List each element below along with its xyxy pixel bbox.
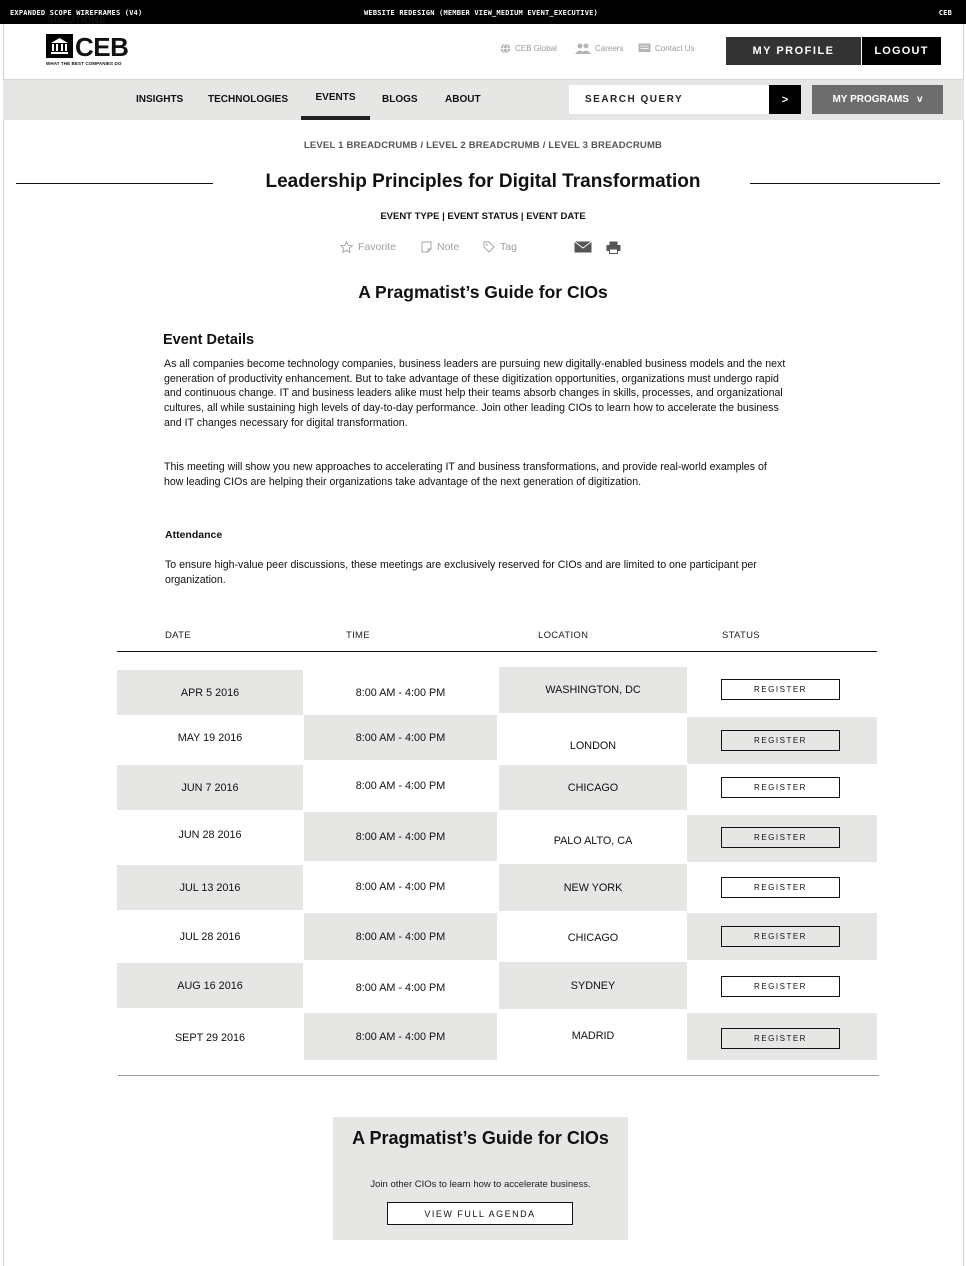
table-row-location: CHICAGO	[567, 931, 619, 944]
ceb-global-label: CEB Global	[515, 44, 557, 53]
print-icon	[606, 241, 621, 254]
table-row-location: NEW YORK	[499, 864, 687, 911]
wireframe-brand: CEB	[938, 9, 952, 17]
nav-insights[interactable]: INSIGHTS	[136, 94, 184, 105]
logo-wordmark: CEB	[75, 32, 129, 62]
chevron-down-icon: v	[916, 94, 923, 105]
event-description-2: This meeting will show you new approaches to accelerating IT and business transformations, and provide real-world examples of how leading CIOs are helping their organizations take advantage of the next generation of digitization.	[164, 461, 767, 488]
table-row-location: SYDNEY	[499, 962, 687, 1009]
tag-action[interactable]	[483, 241, 517, 253]
table-row-date: JUN 28 2016	[178, 828, 242, 841]
event-details-heading: Event Details	[163, 332, 255, 348]
table-row-date: MAY 19 2016	[177, 731, 243, 744]
favorite-action[interactable]	[340, 241, 396, 253]
table-row-time: 8:00 AM - 4:00 PM	[304, 913, 497, 960]
note-action[interactable]	[421, 241, 459, 253]
logo-tagline: WHAT THE BEST COMPANIES DO	[46, 61, 122, 66]
event-subtitle: A Pragmatist’s Guide for CIOs	[358, 282, 608, 302]
contact-us-link[interactable]	[638, 43, 695, 54]
event-description-1: As all companies become technology companies, business leaders are pursuing new digitally-enabled business models and the next generation of productivity enhancement. But to take advantage of these digitization opportunities, organizations must undergo rapid and continuous change. IT and business leaders alike must help their teams absorb changes in skills, processes, and organizational cultures, all while sustaining high levels of day-to-day performance. Join other leading CIOs to learn how to accelerate the business and IT changes necessary for digital transformation.	[164, 358, 786, 429]
register-button[interactable]: REGISTER	[721, 926, 840, 947]
table-row-date: APR 5 2016	[117, 670, 303, 715]
contact-us-label: Contact Us	[655, 44, 695, 53]
column-header-location: LOCATION	[538, 630, 589, 641]
table-row-date: SEPT 29 2016	[174, 1031, 246, 1044]
print-action[interactable]	[606, 241, 626, 254]
table-row-location: PALO ALTO, CA	[553, 834, 633, 847]
register-button[interactable]: REGISTER	[721, 777, 840, 798]
favorite-label: Favorite	[358, 241, 396, 253]
view-full-agenda-button[interactable]: VIEW FULL AGENDA	[387, 1202, 573, 1225]
event-meta: EVENT TYPE | EVENT STATUS | EVENT DATE	[380, 211, 586, 222]
attendance-heading: Attendance	[165, 529, 223, 541]
register-button[interactable]: REGISTER	[721, 1028, 840, 1049]
table-row-time: 8:00 AM - 4:00 PM	[304, 1013, 497, 1060]
column-header-date: DATE	[165, 630, 191, 641]
table-row-time: 8:00 AM - 4:00 PM	[304, 812, 497, 861]
chat-icon	[638, 43, 651, 54]
email-icon	[574, 241, 592, 253]
note-icon	[421, 241, 432, 253]
table-row-time: 8:00 AM - 4:00 PM	[355, 779, 446, 792]
my-programs-dropdown[interactable]	[812, 85, 943, 114]
table-bottom-rule	[118, 1075, 879, 1076]
star-icon	[340, 241, 353, 253]
careers-link[interactable]	[575, 43, 623, 54]
register-button[interactable]: REGISTER	[721, 827, 840, 848]
tag-icon	[483, 241, 495, 253]
my-profile-button[interactable]: MY PROFILE	[726, 37, 861, 65]
register-button[interactable]: REGISTER	[721, 730, 840, 751]
nav-solutions[interactable]: SOLUTIONS	[47, 15, 106, 26]
careers-label: Careers	[595, 44, 624, 53]
table-row-location: LONDON	[569, 739, 617, 752]
nav-about[interactable]: ABOUT	[445, 94, 481, 105]
my-programs-label: MY PROGRAMS	[832, 94, 909, 105]
globe-icon	[500, 43, 511, 54]
table-row-location: CHICAGO	[499, 765, 687, 810]
nav-blogs[interactable]: BLOGS	[382, 94, 418, 105]
table-row-time: 8:00 AM - 4:00 PM	[355, 981, 446, 994]
register-button[interactable]: REGISTER	[721, 877, 840, 898]
email-action[interactable]	[574, 241, 597, 253]
register-button[interactable]: REGISTER	[721, 679, 840, 700]
table-row-date: JUL 13 2016	[117, 865, 303, 910]
wireframe-version: EXPANDED SCOPE WIREFRAMES (V4)	[10, 9, 143, 17]
table-row-date: AUG 16 2016	[117, 963, 303, 1008]
wireframe-title: WEBSITE REDESIGN (MEMBER VIEW_MEDIUM EVENT_EXECUTIVE)	[364, 9, 598, 17]
page-title: Leadership Principles for Digital Transformation	[265, 171, 701, 192]
table-row-date: JUN 7 2016	[117, 765, 303, 810]
table-row-time: 8:00 AM - 4:00 PM	[304, 715, 497, 760]
search-submit-button[interactable]: >	[769, 85, 801, 114]
people-icon	[575, 43, 591, 54]
logout-button[interactable]: LOGOUT	[862, 37, 941, 65]
tag-label: Tag	[500, 241, 517, 253]
table-header-rule	[117, 651, 877, 652]
breadcrumb[interactable]: LEVEL 1 BREADCRUMB / LEVEL 2 BREADCRUMB / LEVEL 3 BREADCRUMB	[303, 140, 663, 151]
column-header-time: TIME	[346, 630, 370, 641]
register-button[interactable]: REGISTER	[721, 976, 840, 997]
wireframe-topbar	[0, 0, 966, 24]
search-input[interactable]: SEARCH QUERY	[569, 85, 769, 114]
table-row-location: MADRID	[571, 1029, 615, 1042]
note-label: Note	[437, 241, 460, 253]
table-row-location: WASHINGTON, DC	[499, 667, 687, 713]
nav-events[interactable]: EVENTS	[301, 79, 370, 120]
table-row-time: 8:00 AM - 4:00 PM	[355, 686, 446, 699]
promo-title: A Pragmatist’s Guide for CIOs	[352, 1128, 609, 1148]
agenda-promo	[333, 1117, 628, 1240]
attendance-text: To ensure high-value peer discussions, these meetings are exclusively reserved for CIOs and are limited to one participant per organization.	[165, 559, 757, 586]
ceb-global-link[interactable]	[500, 43, 557, 54]
nav-technologies[interactable]: TECHNOLOGIES	[208, 94, 289, 105]
column-header-status: STATUS	[722, 630, 760, 641]
promo-text: Join other CIOs to learn how to accelerate business.	[370, 1179, 591, 1190]
table-row-date: JUL 28 2016	[179, 930, 241, 943]
table-row-time: 8:00 AM - 4:00 PM	[355, 880, 446, 893]
